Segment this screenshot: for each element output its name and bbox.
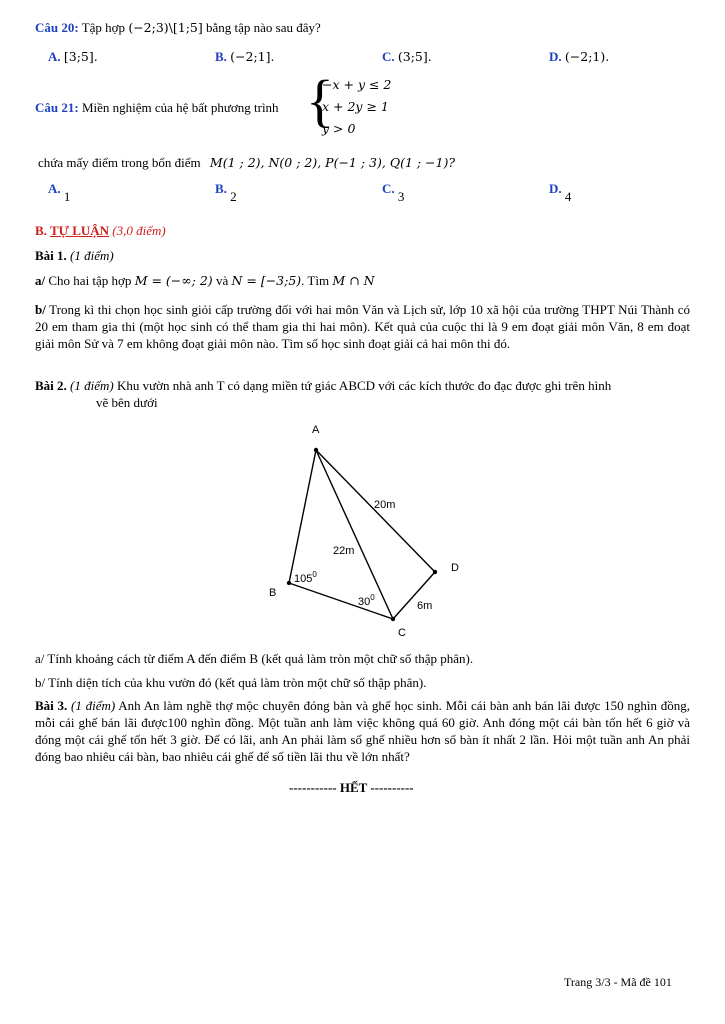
- part-text: Trong kì thi chọn học sinh giỏi cấp trường đối với hai môn Văn và Lịch sử, lớp 10 xã hội của trường THPT Núi Thành có 20 em tham gia thi (một học sinh có thể tham gia thi hai môn). Kết quả của cuộc thi là 9 em đoạt giải môn Văn, 8 em đoạt giải môn Sử và 7 em không đoạt giải môn nào. Tìm số học sinh đoạt giải cả hai môn thi đó.: [35, 302, 690, 351]
- vertex-b-dot: [287, 581, 291, 585]
- bai3-points: (1 điểm): [71, 698, 116, 713]
- conjunction: và: [212, 273, 232, 288]
- q20-text-before: Tập hợp: [78, 20, 129, 35]
- section-points: (3,0 điểm): [112, 223, 166, 238]
- intersection-expr: M ∩ N: [332, 273, 375, 288]
- q21-label: Câu 21:: [35, 100, 79, 115]
- vertex-d-dot: [433, 570, 437, 574]
- end-mark: ----------- HẾT ----------: [289, 780, 414, 795]
- system-row-2: x + 2y ≥ 1: [322, 99, 389, 114]
- option-letter: C.: [382, 49, 395, 64]
- vertex-a-label: A: [312, 424, 320, 436]
- vertex-c-dot: [391, 617, 395, 621]
- q21-text: Miền nghiệm của hệ bất phương trình: [78, 100, 279, 115]
- part-label: a/: [35, 273, 46, 288]
- option-value: 3: [397, 189, 405, 204]
- q20-label: Câu 20:: [35, 20, 79, 35]
- option-letter: A.: [48, 49, 61, 64]
- system-brace: {: [306, 68, 334, 133]
- vertex-d-label: D: [451, 562, 459, 574]
- bai2-points: (1 điểm): [70, 378, 114, 393]
- vertex-b-label: B: [269, 587, 277, 599]
- option-letter: D.: [549, 49, 562, 64]
- option-value: (−2;1].: [230, 49, 275, 64]
- part-label: b/: [35, 302, 46, 317]
- side-bc: [289, 583, 393, 619]
- bai2-label: Bài 2.: [35, 378, 67, 393]
- bai3-text: Anh An làm nghề thợ mộc chuyên đóng bàn và ghế học sinh. Mỗi cái bàn anh bán lãi được 150 nghìn đồng, mỗi cái ghế bán lãi được100 nghìn đồng. Một tuần anh làm việc không quá 60 giờ. Anh đóng một cái bàn tốn hết 6 giờ và đóng một cái ghế tốn hết 3 giờ. Để có lãi, anh An phải làm số ghế nhiều hơn số bàn ít nhất 2 lần. Hỏi một tuần anh An phải đóng bao nhiêu cái bàn, bao nhiêu cái ghế để số tiền lãi thu về lớn nhất?: [35, 698, 690, 764]
- bai1-label: Bài 1.: [35, 248, 67, 263]
- vertex-c-label: C: [398, 627, 406, 639]
- bai3-label: Bài 3.: [35, 698, 68, 713]
- q20-expression: (−2;3)\[1;5]: [128, 20, 203, 35]
- bai2-text: Khu vườn nhà anh T có dạng miền tứ giác ABCD với các kích thước đo đạc được ghi trên hình: [113, 378, 612, 393]
- q21-line2-text: chứa mấy điểm trong bốn điểm: [38, 155, 201, 170]
- vertex-a-dot: [314, 448, 318, 452]
- diagonal-ac: [316, 450, 396, 619]
- length-ac-label: 22m: [333, 545, 355, 557]
- page-footer: Trang 3/3 - Mã đề 101: [564, 975, 672, 989]
- option-letter: A.: [48, 181, 61, 196]
- length-cd-label: 6m: [417, 600, 433, 612]
- length-ad-label: 20m: [374, 499, 396, 511]
- q20-text-after: bằng tập nào sau đây?: [202, 20, 321, 35]
- option-letter: D.: [549, 181, 562, 196]
- option-letter: C.: [382, 181, 395, 196]
- option-value: (3;5].: [397, 49, 432, 64]
- system-row-3: y > 0: [322, 121, 356, 136]
- part-text: Cho hai tập hợp: [45, 273, 135, 288]
- option-letter: B.: [215, 181, 227, 196]
- option-value: 2: [230, 189, 237, 204]
- angle-b-label: $105^0$: [294, 570, 317, 585]
- bai2-text-continued: vẽ bên dưới: [96, 395, 158, 410]
- set-n: N = [−3;5): [231, 273, 302, 288]
- section-title: TỰ LUẬN: [49, 223, 110, 238]
- option-letter: B.: [215, 49, 227, 64]
- system-row-1: −x + y ≤ 2: [322, 77, 392, 92]
- find-text: . Tìm: [301, 273, 333, 288]
- section-letter: B.: [35, 223, 47, 238]
- option-value: 1: [63, 189, 71, 204]
- q21-points: M(1 ; 2), N(0 ; 2), P(−1 ; 3), Q(1 ; −1)?: [209, 155, 456, 170]
- set-m: M = (−∞; 2): [134, 273, 213, 288]
- option-value: 4: [564, 189, 572, 204]
- bai1-points: (1 điểm): [70, 248, 114, 263]
- bai2-part-a: a/ Tính khoảng cách từ điểm A đến điểm B (kết quả làm tròn một chữ số thập phân).: [35, 651, 474, 666]
- option-value: (−2;1).: [564, 49, 610, 64]
- angle-c-label: $30^0$: [358, 593, 375, 608]
- side-ab: [289, 450, 316, 583]
- option-value: [3;5].: [63, 49, 98, 64]
- bai3-paragraph: [35, 698, 690, 766]
- bai2-part-b: b/ Tính diện tích của khu vườn đó (kết quả làm tròn một chữ số thập phân).: [35, 675, 427, 690]
